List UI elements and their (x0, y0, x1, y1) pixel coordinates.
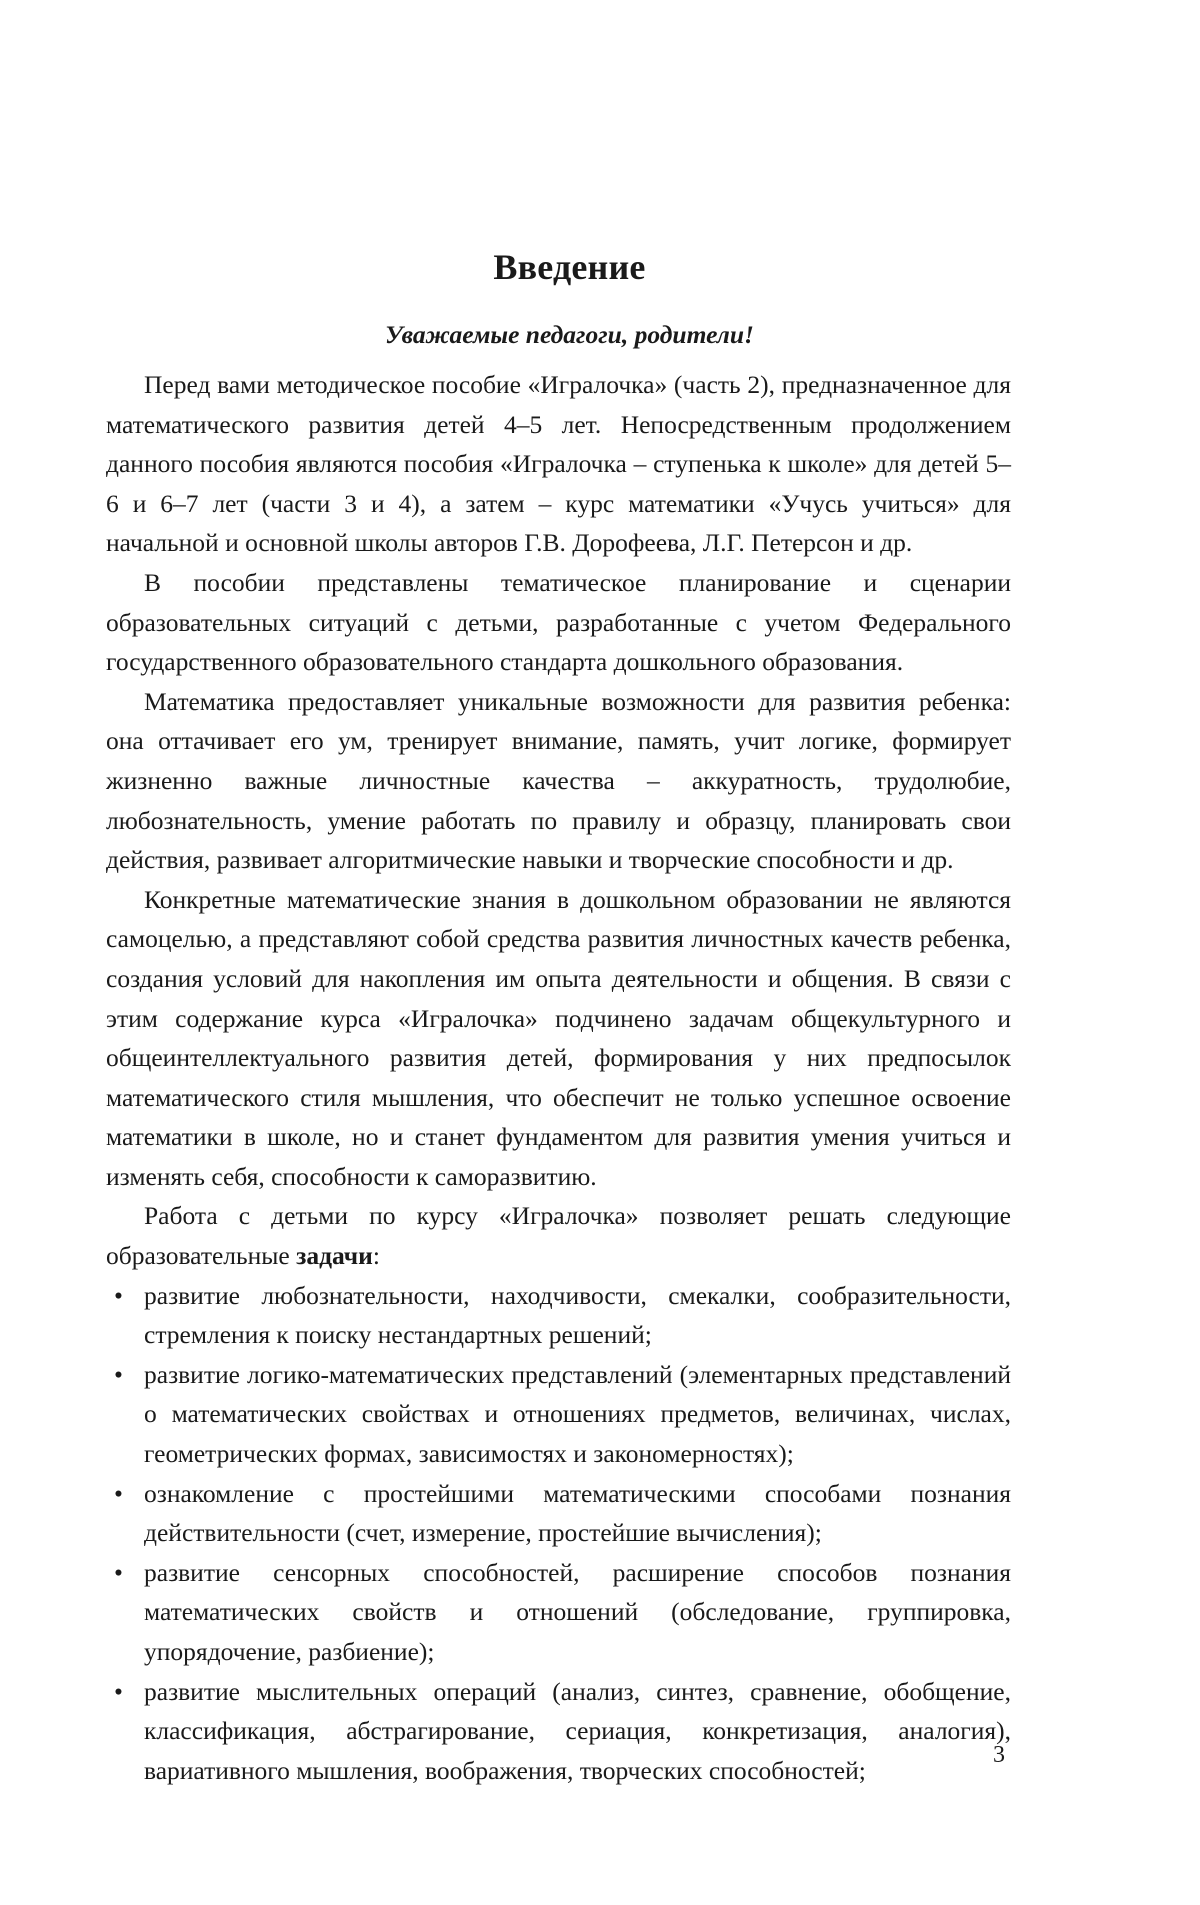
list-item-text: развитие любознательности, находчивости, смекалки, сообразительности, стремления к поиску нестандартных решений; (144, 1280, 1011, 1350)
page-content (106, 245, 1011, 1790)
page-title: Введение (493, 247, 646, 287)
tasks-list (106, 1276, 1011, 1791)
list-item (106, 1474, 1011, 1553)
page-number: 3 (993, 1742, 1005, 1768)
paragraph-tasks-intro (106, 1196, 1011, 1275)
paragraph-planning: В пособии представлены тематическое планирование и сценарии образовательных ситуаций с детьми, разработанные с учетом Федерального государственного образовательного стандарта дошкольного образования. (106, 567, 1011, 677)
list-item-text: развитие сенсорных способностей, расширение способов познания математических свойств и отношений (обследование, группировка, упорядочение, разбиение); (144, 1557, 1011, 1666)
bullet-icon: • (114, 1676, 123, 1706)
bullet-icon: • (114, 1280, 123, 1310)
list-item (106, 1672, 1011, 1791)
list-item (106, 1553, 1011, 1672)
list-item-text: развитие мыслительных операций (анализ, синтез, сравнение, обобщение, классификация, абстрагирование, сериация, конкретизация, аналогия), вариативного мышления, воображения, творческих способностей; (144, 1676, 1011, 1785)
salutation: Уважаемые педагоги, родители! (385, 320, 754, 349)
list-item-text: ознакомление с простейшими математическими способами познания действительности (счет, измерение, простейшие вычисления); (144, 1478, 1011, 1548)
paragraph-math-opportunities: Математика предоставляет уникальные возможности для развития ребенка: она оттачивает его ум, тренирует внимание, память, учит логике, формирует жизненно важные личностные качества – аккуратность, трудолюбие, любознательность, умение работать по правилу и образцу, планировать свои действия, развивает алгоритмические навыки и творческие способности и др. (106, 686, 1011, 875)
list-item-text: развитие логико-математических представлений (элементарных представлений о математических свойствах и отношениях предметов, величинах, числах, геометрических формах, зависимостях и закономерностях); (144, 1359, 1011, 1469)
paragraph-intro: Перед вами методическое пособие «Игралочка» (часть 2), предназначенное для математического развития детей 4–5 лет. Непосредственным продолжением данного пособия являются пособия «Игралочка – ступенька к школе» для детей 5–6 и 6–7 лет (части 3 и 4), а затем – курс математики «Учусь учиться» для начальной и основной школы авторов Г.В. Дорофеева, Л.Г. Петерсон и др. (106, 370, 1011, 558)
list-item (106, 1355, 1011, 1474)
tasks-intro-colon: : (372, 1241, 380, 1271)
bullet-icon: • (114, 1478, 123, 1508)
list-item (106, 1276, 1011, 1355)
tasks-intro-bold: задачи (296, 1241, 373, 1271)
tasks-intro-text: Работа с детьми по курсу «Игралочка» позволяет решать следующие образовательные (106, 1201, 1011, 1271)
paragraph-concrete-knowledge: Конкретные математические знания в дошкольном образовании не являются самоцелью, а представляют собой средства развития личностных качеств ребенка, создания условий для накопления им опыта деятельности и общения. В связи с этим содержание курса «Игралочка» подчинено задачам общекультурного и общеинтеллектуального развития детей, формирования у них предпосылок математического стиля мышления, что обеспечит не только успешное освоение математики в школе, но и станет фундаментом для развития умения учиться и изменять себя, способности к саморазвитию. (106, 884, 1011, 1191)
bullet-icon: • (114, 1359, 123, 1389)
bullet-icon: • (114, 1557, 123, 1587)
